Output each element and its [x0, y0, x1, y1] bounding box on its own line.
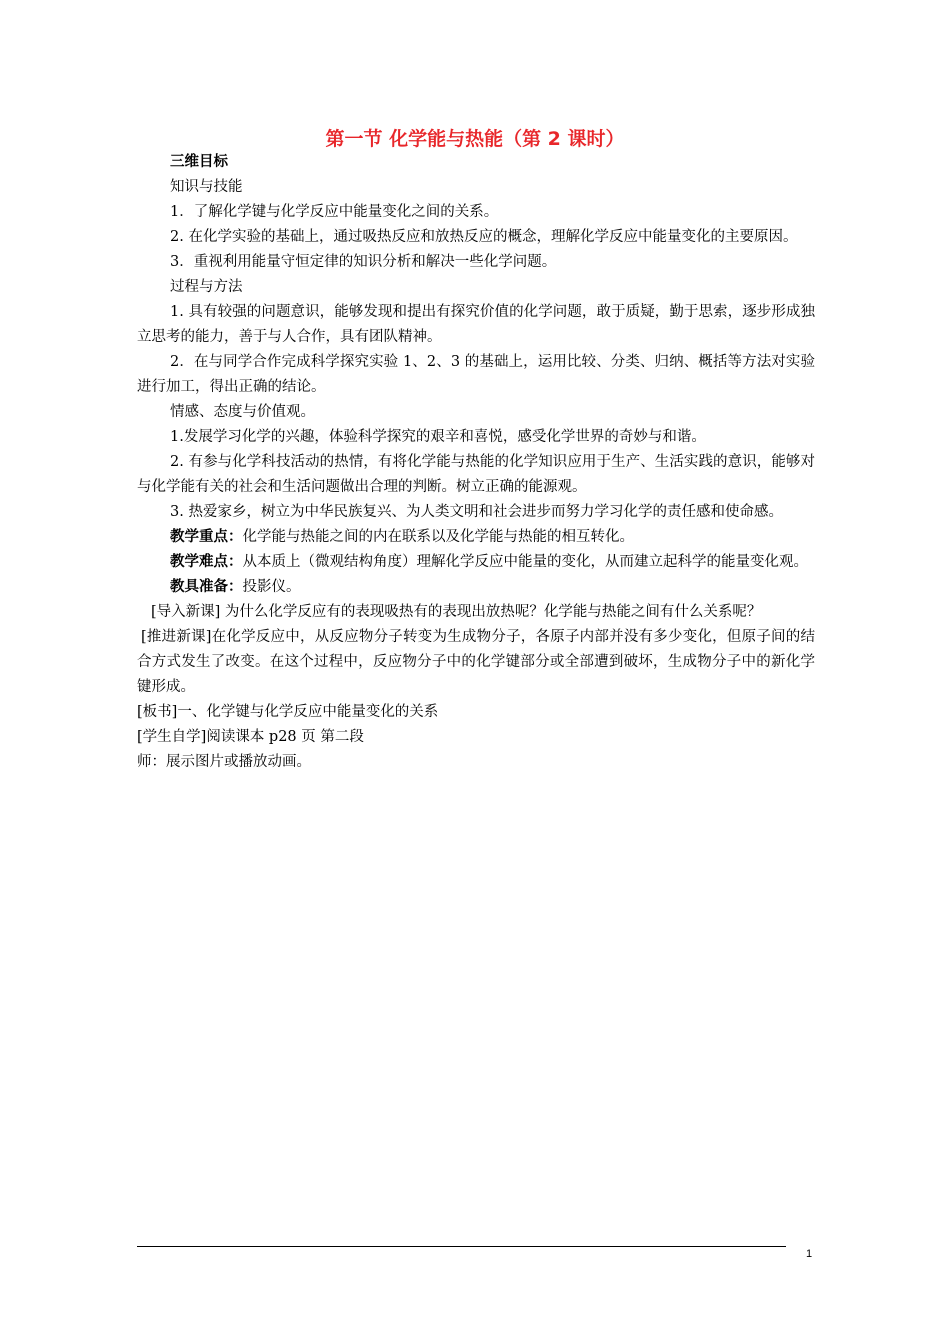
- process-heading: 过程与方法: [170, 279, 243, 295]
- process-item-1: 1. 具有较强的问题意识，能够发现和提出有探究价值的化学问题，敢于质疑，勤于思索，逐步形成独立思考的能力，善于与人合作，具有团队精神。: [137, 304, 815, 345]
- emotion-item-3: 3. 热爱家乡，树立为中华民族复兴、为人类文明和社会进步而努力学习化学的责任感和使命感。: [170, 504, 783, 520]
- knowledge-heading: 知识与技能: [170, 179, 243, 195]
- tools-label: 教具准备：: [170, 579, 243, 595]
- intro-paragraph: [导入新课] 为什么化学反应有的表现吸热有的表现出放热呢？化学能与热能之间有什么关系呢？: [151, 604, 762, 620]
- teaching-key-point: [137, 525, 815, 550]
- teaching-tools: [137, 575, 815, 600]
- emotion-item-1: 1.发展学习化学的兴趣，体验科学探究的艰辛和喜悦，感受化学世界的奇妙与和谐。: [170, 429, 706, 445]
- difficulty-text: 从本质上（微观结构角度）理解化学反应中能量的变化，从而建立起科学的能量变化观。: [242, 554, 808, 570]
- document-body: [137, 150, 815, 775]
- emotion-heading: 情感、态度与价值观。: [170, 404, 315, 420]
- teaching-difficulty: [137, 550, 815, 575]
- self-study-line: [学生自学]阅读课本 p28 页 第二段: [137, 729, 364, 745]
- teacher-line: 师：展示图片或播放动画。: [137, 754, 311, 770]
- key-label: 教学重点：: [170, 529, 243, 545]
- page-number: 1: [806, 1248, 813, 1260]
- difficulty-label: 教学难点：: [170, 554, 243, 570]
- board-line: [板书]一、化学键与化学反应中能量变化的关系: [137, 704, 439, 720]
- knowledge-item-3: 3．重视利用能量守恒定律的知识分析和解决一些化学问题。: [170, 254, 557, 270]
- knowledge-item-2: 2. 在化学实验的基础上，通过吸热反应和放热反应的概念，理解化学反应中能量变化的主要原因。: [170, 229, 798, 245]
- advance-paragraph: [推进新课]在化学反应中，从反应物分子转变为生成物分子，各原子内部并没有多少变化，但原子间的结合方式发生了改变。在这个过程中，反应物分子中的化学键部分或全部遭到破坏，生成物分子中的新化学键形成。: [137, 629, 815, 695]
- process-item-2: 2．在与同学合作完成科学探究实验 1、2、3 的基础上，运用比较、分类、归纳、概括等方法对实验进行加工，得出正确的结论。: [137, 354, 815, 395]
- key-text: 化学能与热能之间的内在联系以及化学能与热能的相互转化。: [242, 529, 634, 545]
- emotion-item-2: 2. 有参与化学科技活动的热情，有将化学能与热能的化学知识应用于生产、生活实践的意识，能够对与化学能有关的社会和生活问题做出合理的判断。树立正确的能源观。: [137, 454, 815, 495]
- goals-heading: 三维目标: [170, 154, 228, 170]
- footer-divider: [137, 1246, 786, 1247]
- page-title: 第一节 化学能与热能（第 2 课时）: [325, 128, 625, 150]
- knowledge-item-1: 1．了解化学键与化学反应中能量变化之间的关系。: [170, 204, 499, 220]
- tools-text: 投影仪。: [242, 579, 301, 595]
